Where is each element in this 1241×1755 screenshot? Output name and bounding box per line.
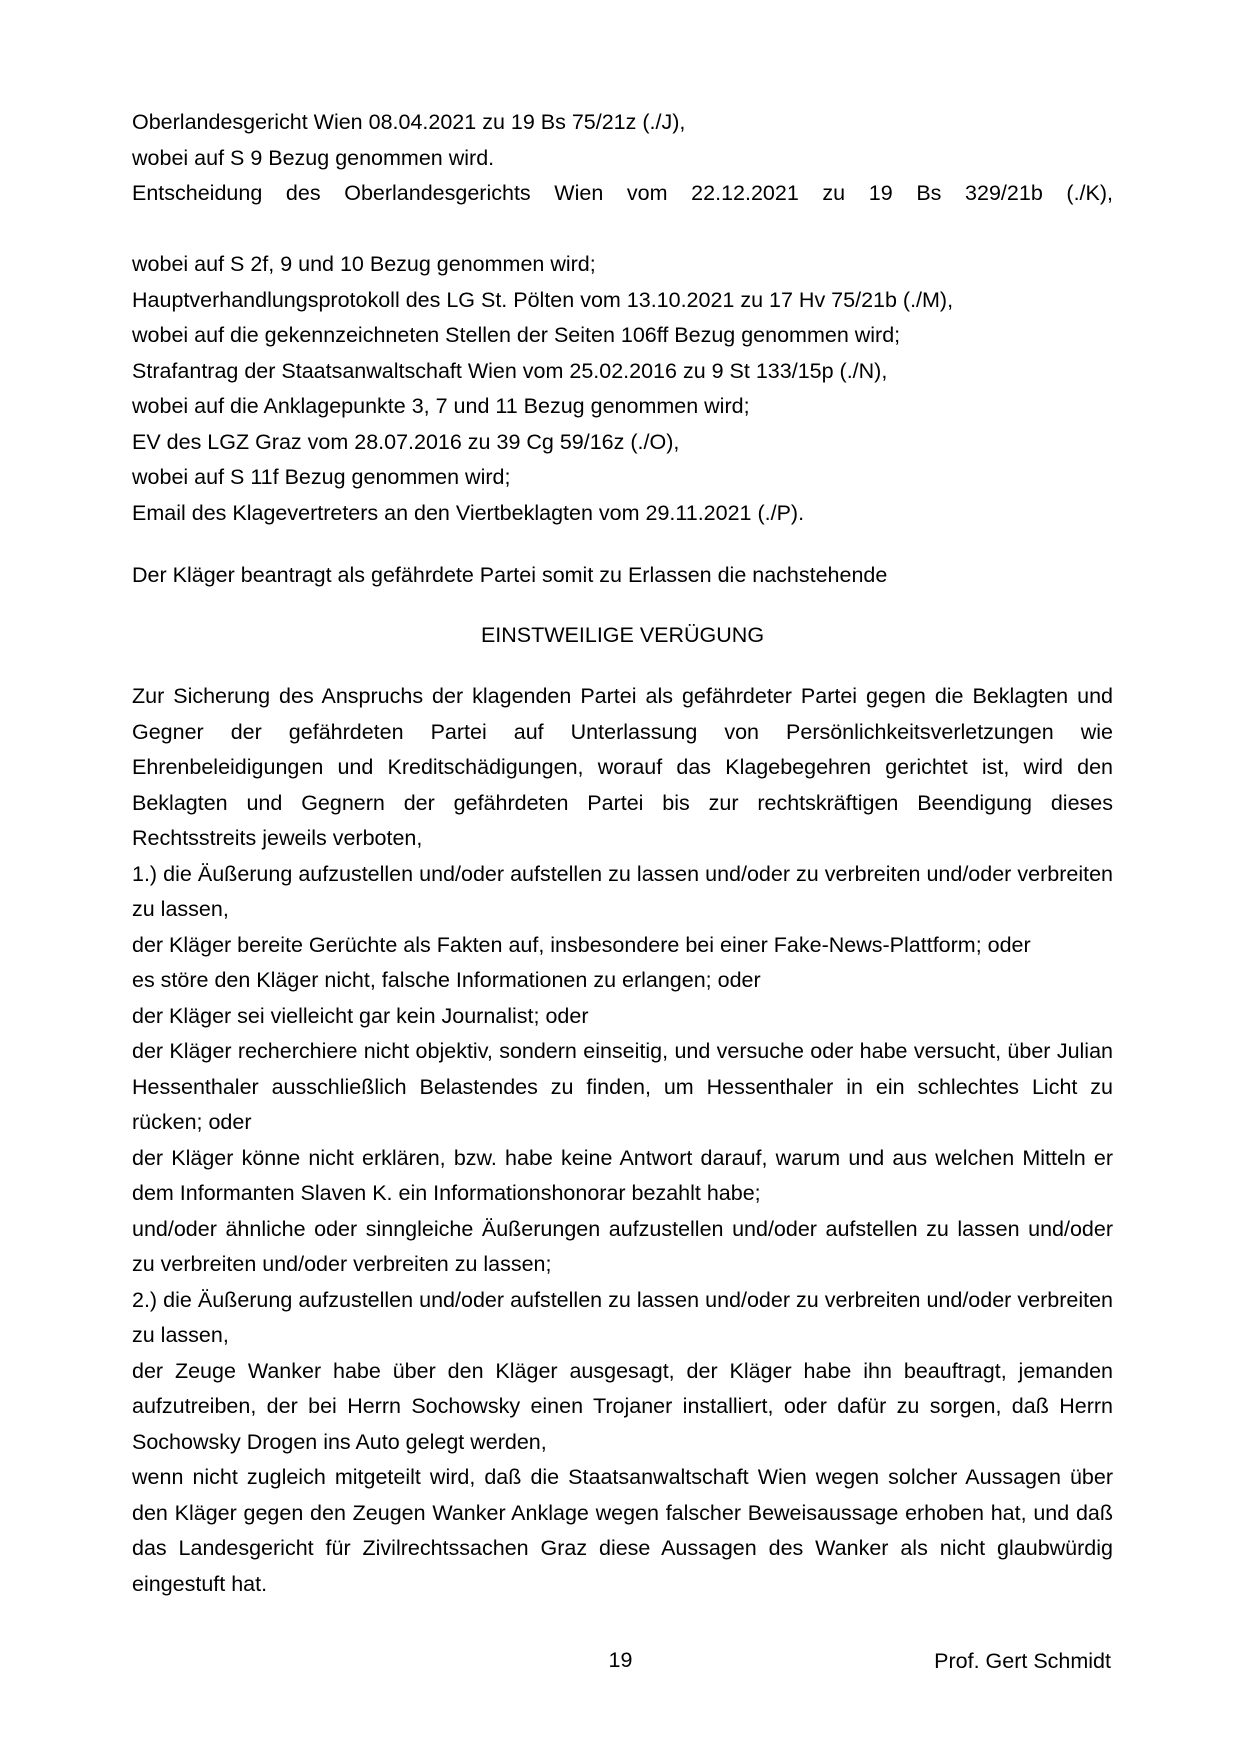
reference-line: Hauptverhandlungsprotokoll des LG St. Pölten vom 13.10.2021 zu 17 Hv 75/21b (./M), <box>132 287 954 312</box>
signature-line: Prof. Gert Schmidt <box>934 1649 1111 1673</box>
reference-line: wobei auf die gekennzeichneten Stellen der Seiten 106ff Bezug genommen wird; <box>132 323 901 347</box>
reference-line: wobei auf S 9 Bezug genommen wird. <box>132 145 495 170</box>
reference-line: Email des Klagevertreters an den Viertbeklagten vom 29.11.2021 (./P). <box>132 500 805 525</box>
body-paragraph: der Kläger bereite Gerüchte als Fakten auf, insbesondere bei einer Fake-News-Plattform; oder <box>132 932 1031 957</box>
intro-line: Der Kläger beantragt als gefährdete Partei somit zu Erlassen die nachstehende <box>132 563 888 587</box>
body-paragraph: der Zeuge Wanker habe über den Kläger ausgesagt, der Kläger habe ihn beauftragt, jemanden aufzutreiben, der bei Herrn Sochowsky einen Trojaner installiert, oder dafür zu sorgen, daß Herrn Sochowsky Drogen ins Auto gelegt werden, <box>132 1358 1113 1454</box>
body-paragraph: und/oder ähnliche oder sinngleiche Äußerungen aufzustellen und/oder aufstellen zu lassen und/oder zu verbreiten und/oder verbreiten zu lassen; <box>132 1216 1113 1276</box>
reference-line: wobei auf S 11f Bezug genommen wird; <box>132 465 511 489</box>
page-number: 19 <box>608 1648 633 1672</box>
section-heading: EINSTWEILIGE VERÜGUNG <box>480 622 765 647</box>
reference-line: Strafantrag der Staatsanwaltschaft Wien vom 25.02.2016 zu 9 St 133/15p (./N), <box>132 358 888 383</box>
body-paragraph: es störe den Kläger nicht, falsche Informationen zu erlangen; oder <box>132 968 761 992</box>
reference-line: wobei auf S 2f, 9 und 10 Bezug genommen wird; <box>132 252 596 276</box>
reference-list <box>132 105 1113 531</box>
body-text <box>132 679 1113 1602</box>
reference-line: Entscheidung des Oberlandesgerichts Wien vom 22.12.2021 zu 19 Bs 329/21b (./K), <box>132 181 1113 205</box>
body-paragraph: 1.) die Äußerung aufzustellen und/oder aufstellen zu lassen und/oder zu verbreiten und/oder verbreiten zu lassen, <box>132 861 1113 921</box>
reference-line: Oberlandesgericht Wien 08.04.2021 zu 19 Bs 75/21z (./J), <box>132 110 686 134</box>
body-paragraph: der Kläger sei vielleicht gar kein Journalist; oder <box>132 1003 589 1028</box>
body-paragraph: der Kläger recherchiere nicht objektiv, sondern einseitig, und versuche oder habe versucht, über Julian Hessenthaler ausschließlich Belastendes zu finden, um Hessenthaler in ein schlechtes Licht zu rücken; oder <box>132 1039 1113 1134</box>
body-paragraph: Zur Sicherung des Anspruchs der klagenden Partei als gefährdeter Partei gegen die Beklagten und Gegner der gefährdeten Partei auf Unterlassung von Persönlichkeitsverletzungen wie Ehrenbeleidigungen und Kreditschädigungen, worauf das Klagebegehren gerichtet ist, wird den Beklagten und Gegnern der gefährdeten Partei bis zur rechtskräftigen Beendigung dieses Rechtsstreits jeweils verboten, <box>132 684 1113 850</box>
body-paragraph: wenn nicht zugleich mitgeteilt wird, daß die Staatsanwaltschaft Wien wegen solcher Aussagen über den Kläger gegen den Zeugen Wanker Anklage wegen falscher Beweisaussage erhoben hat, und daß das Landesgericht für Zivilrechtssachen Graz diese Aussagen des Wanker als nicht glaubwürdig eingestuft hat. <box>132 1465 1113 1596</box>
reference-line: EV des LGZ Graz vom 28.07.2016 zu 39 Cg 59/16z (./O), <box>132 429 680 454</box>
body-paragraph: 2.) die Äußerung aufzustellen und/oder aufstellen zu lassen und/oder zu verbreiten und/oder verbreiten zu lassen, <box>132 1287 1113 1347</box>
body-paragraph: der Kläger könne nicht erklären, bzw. habe keine Antwort darauf, warum und aus welchen Mitteln er dem Informanten Slaven K. ein Informationshonorar bezahlt habe; <box>132 1145 1113 1205</box>
reference-line: wobei auf die Anklagepunkte 3, 7 und 11 Bezug genommen wird; <box>132 394 750 418</box>
